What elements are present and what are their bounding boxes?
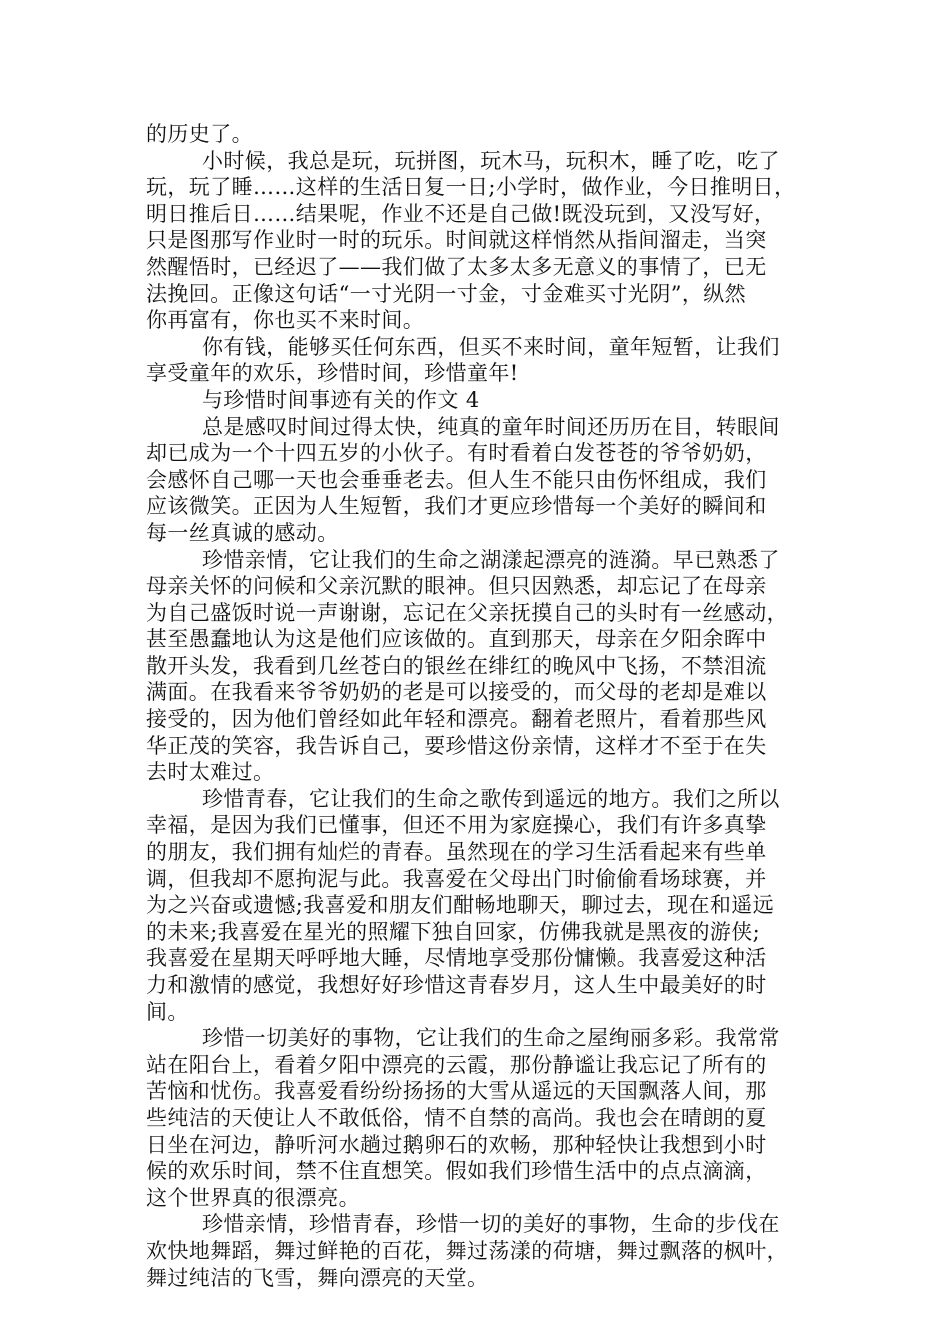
text-line: 的未来;我喜爱在星光的照耀下独自回家，仿佛我就是黑夜的游侠;	[146, 919, 761, 944]
text-line: 为之兴奋或遗憾;我喜爱和朋友们酣畅地聊天，聊过去，现在和遥远	[146, 893, 775, 918]
text-line: 满面。在我看来爷爷奶奶的老是可以接受的，而父母的老却是难以	[146, 680, 767, 705]
text-line: 却已成为一个十四五岁的小伙子。有时看着白发苍苍的爷爷奶奶，	[146, 441, 767, 466]
text-line: 只是图那写作业时一时的玩乐。时间就这样悄然从指间溜走，当突	[146, 228, 767, 253]
text-line: 调，但我却不愿拘泥与此。我喜爱在父母出门时偷偷看场球赛，并	[146, 866, 767, 891]
text-line: 然醒悟时，已经迟了——我们做了太多太多无意义的事情了，已无	[146, 254, 767, 279]
paragraph-first-line: 珍惜一切美好的事物，它让我们的生命之屋绚丽多彩。我常常	[202, 1026, 780, 1051]
text-line: 接受的，因为他们曾经如此年轻和漂亮。翻着老照片，看着那些风	[146, 707, 767, 732]
text-line: 华正茂的笑容，我告诉自己，要珍惜这份亲情，这样才不至于在失	[146, 733, 767, 758]
text-line: 力和激情的感觉，我想好好珍惜这青春岁月，这人生中最美好的时	[146, 973, 767, 997]
paragraph-first-line: 小时候，我总是玩，玩拼图，玩木马，玩积木，睡了吃，吃了	[202, 148, 780, 173]
paragraph-first-line: 珍惜青春，它让我们的生命之歌传到遥远的地方。我们之所以	[202, 786, 780, 811]
text-line: 去时太难过。	[146, 760, 275, 785]
text-line: 会感怀自己哪一天也会垂垂老去。但人生不能只由伤怀组成，我们	[146, 467, 767, 492]
paragraph-first-line: 与珍惜时间事迹有关的作文 4	[202, 387, 480, 412]
text-line: 享受童年的欢乐，珍惜时间，珍惜童年!	[146, 361, 519, 386]
text-line: 欢快地舞蹈，舞过鲜艳的百花，舞过荡漾的荷塘，舞过飘落的枫叶，	[146, 1238, 788, 1263]
text-line: 甚至愚蠢地认为这是他们应该做的。直到那天，母亲在夕阳余晖中	[146, 627, 767, 652]
text-line: 候的欢乐时间，禁不住直想笑。假如我们珍惜生活中的点点滴滴，	[146, 1159, 767, 1184]
text-line: 苦恼和忧伤。我喜爱看纷纷扬扬的大雪从遥远的天国飘落人间，那	[146, 1079, 767, 1104]
text-line: 你再富有，你也买不来时间。	[146, 308, 425, 333]
document-body	[146, 121, 813, 1291]
text-line: 每一丝真诚的感动。	[146, 520, 339, 545]
text-line: 法挽回。正像这句话“一寸光阴一寸金，寸金难买寸光阴”，纵然	[146, 281, 747, 306]
text-line: 的朋友，我们拥有灿烂的青春。虽然现在的学习生活看起来有些单	[146, 840, 767, 865]
text-line: 日坐在河边，静听河水趟过鹅卵石的欢畅，那种轻快让我想到小时	[146, 1132, 767, 1157]
text-line: 母亲关怀的问候和父亲沉默的眼神。但只因熟悉，却忘记了在母亲	[146, 574, 767, 599]
text-line: 我喜爱在星期天呼呼地大睡，尽情地享受那份慵懒。我喜爱这种活	[146, 946, 767, 971]
text-line: 舞过纯洁的飞雪，舞向漂亮的天堂。	[146, 1265, 489, 1290]
text-line: 些纯洁的天使让人不敢低俗，情不自禁的高尚。我也会在晴朗的夏	[146, 1105, 767, 1130]
text-line: 应该微笑。正因为人生短暂，我们才更应珍惜每一个美好的瞬间和	[146, 494, 767, 519]
text-line: 散开头发，我看到几丝苍白的银丝在绯红的晚风中飞扬，不禁泪流	[146, 653, 767, 678]
paragraph-first-line: 珍惜亲情，它让我们的生命之湖漾起漂亮的涟漪。早已熟悉了	[202, 547, 780, 572]
paragraph-first-line: 你有钱，能够买任何东西，但买不来时间，童年短暂，让我们	[202, 334, 780, 359]
text-line: 间。	[146, 999, 189, 1024]
text-line: 玩，玩了睡……这样的生活日复一日;小学时，做作业，今日推明日，	[146, 175, 796, 200]
text-line: 明日推后日……结果呢，作业不还是自己做!既没玩到，又没写好，	[146, 201, 776, 226]
text-line: 的历史了。	[146, 122, 253, 146]
text-line: 站在阳台上，看着夕阳中漂亮的云霞，那份静谧让我忘记了所有的	[146, 1052, 767, 1077]
text-line: 为自己盛饭时说一声谢谢，忘记在父亲抚摸自己的头时有一丝感动，	[146, 600, 788, 625]
paragraph-first-line: 珍惜亲情，珍惜青春，珍惜一切的美好的事物，生命的步伐在	[202, 1212, 780, 1237]
text-line: 幸福，是因为我们已懂事，但还不用为家庭操心，我们有许多真挚	[146, 813, 767, 838]
text-line: 这个世界真的很漂亮。	[146, 1185, 360, 1210]
paragraph-first-line: 总是感叹时间过得太快，纯真的童年时间还历历在目，转眼间	[202, 414, 780, 439]
